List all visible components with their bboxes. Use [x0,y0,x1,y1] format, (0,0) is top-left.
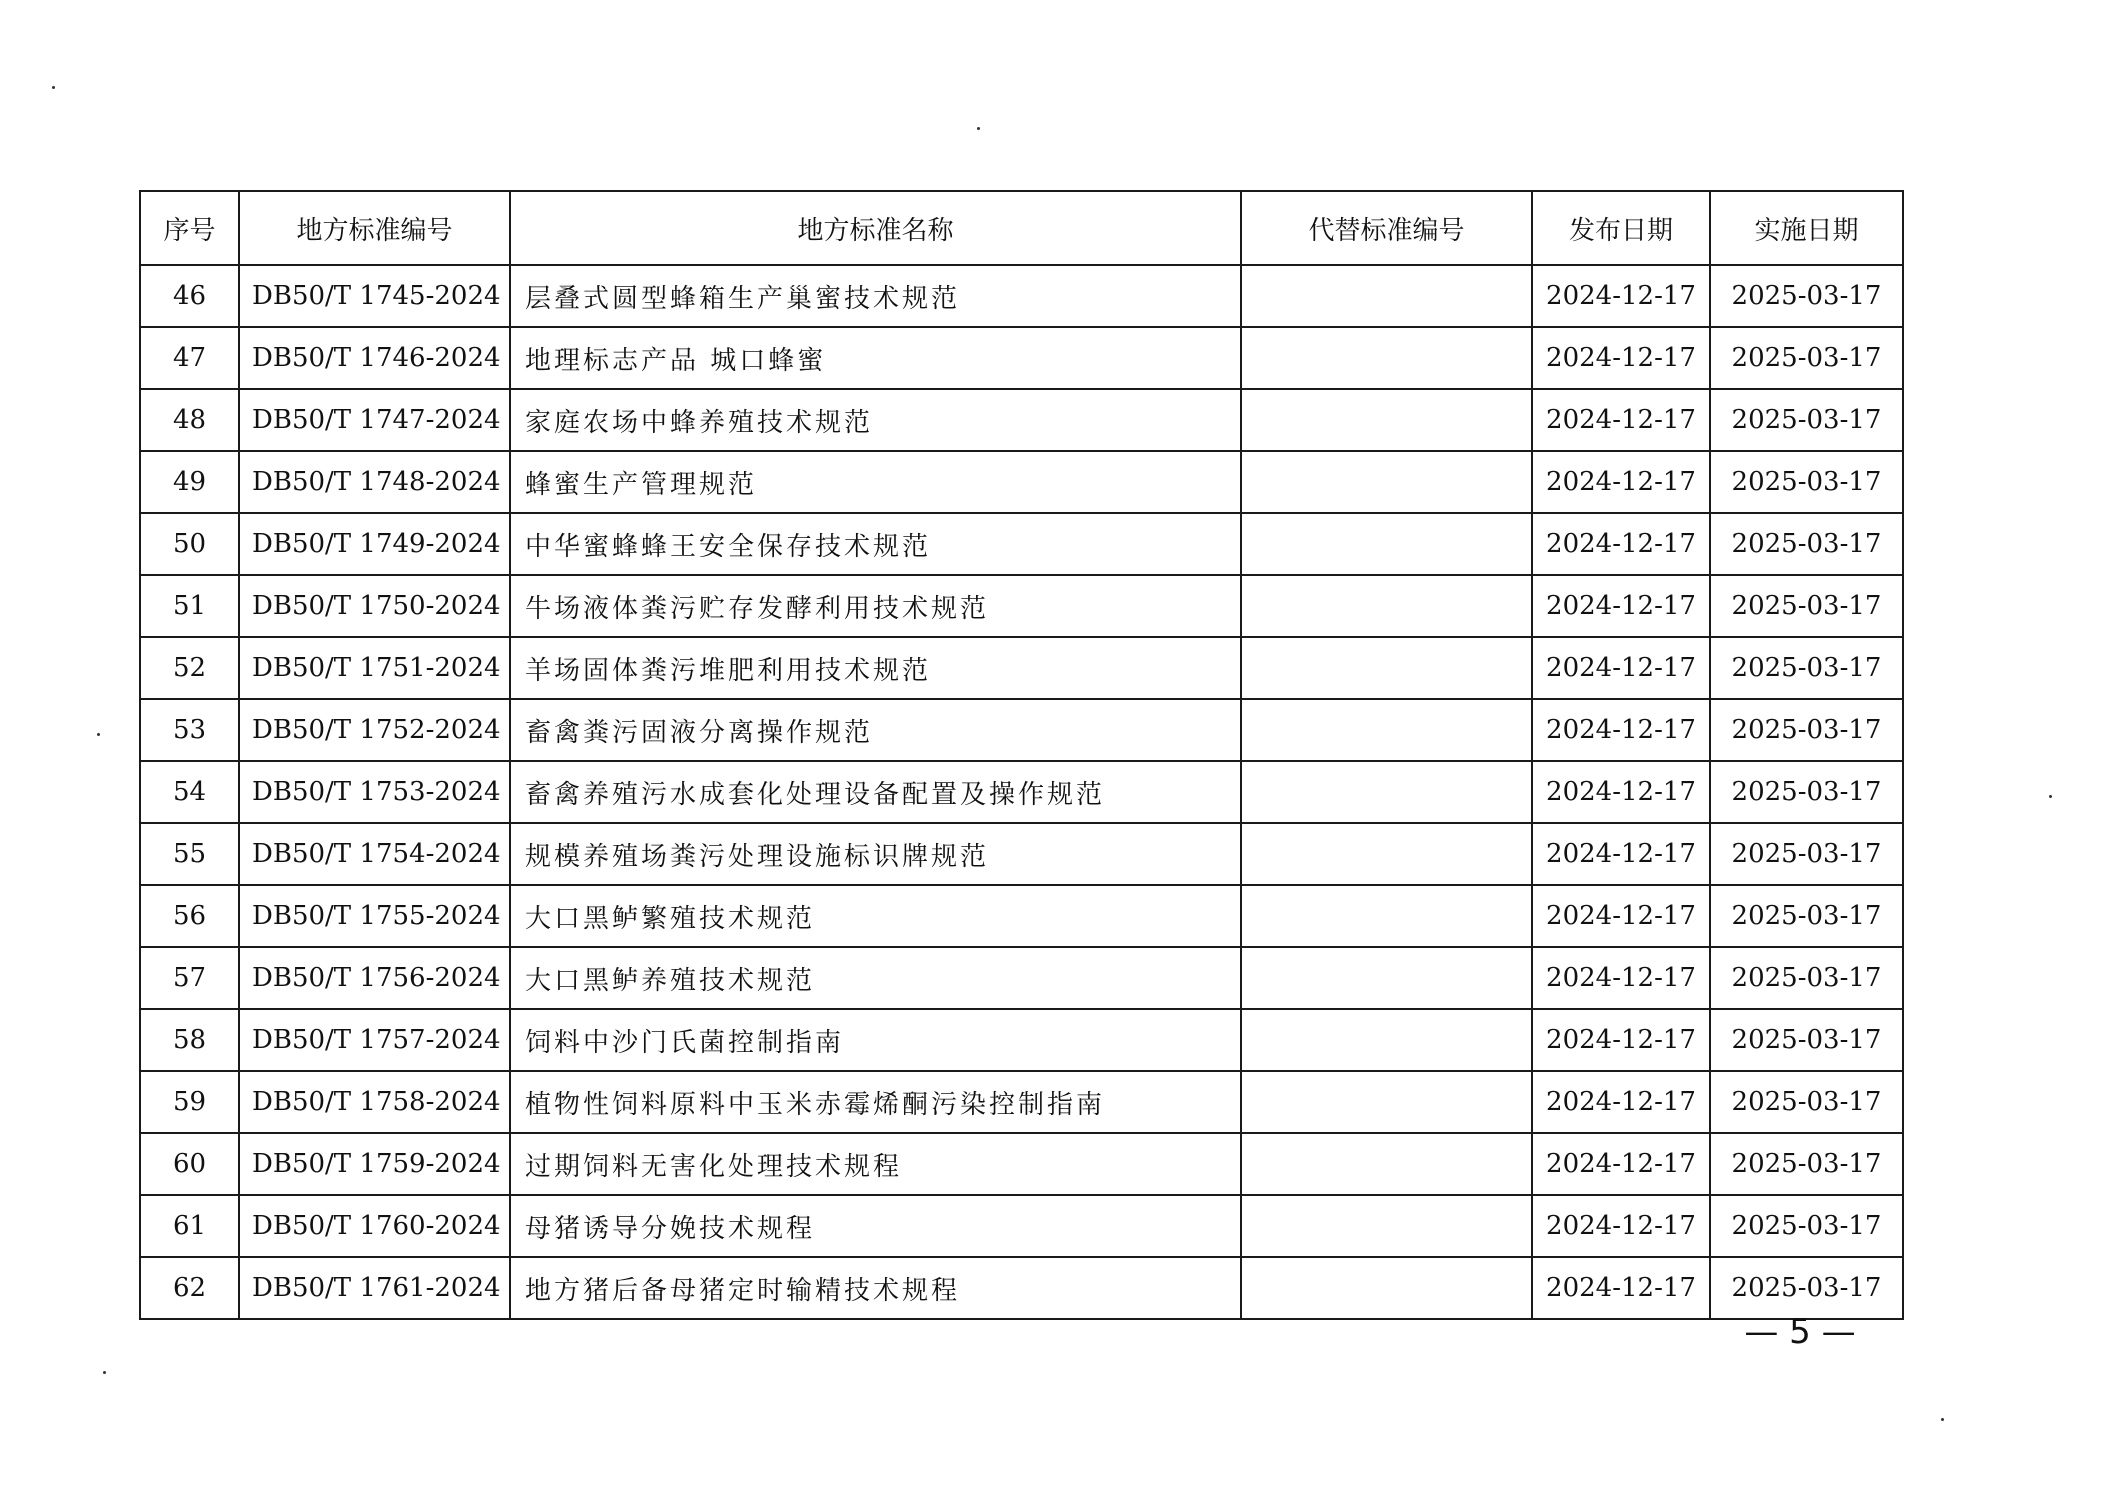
cell-standard-name: 家庭农场中蜂养殖技术规范 [510,389,1241,451]
cell-serial-number: 57 [140,947,239,1009]
table-row [140,947,1903,1009]
cell-standard-code: DB50/T 1761-2024 [239,1257,510,1319]
cell-replaced-code [1241,761,1532,823]
cell-serial-number: 48 [140,389,239,451]
cell-replaced-code [1241,1133,1532,1195]
cell-standard-code: DB50/T 1758-2024 [239,1071,510,1133]
cell-replaced-code [1241,389,1532,451]
cell-effective-date: 2025-03-17 [1710,1257,1903,1319]
cell-standard-name: 畜禽粪污固液分离操作规范 [510,699,1241,761]
cell-effective-date: 2025-03-17 [1710,1133,1903,1195]
scan-speck [103,1371,106,1374]
cell-replaced-code [1241,513,1532,575]
cell-replaced-code [1241,327,1532,389]
cell-standard-code: DB50/T 1745-2024 [239,265,510,327]
header-serial-number: 序号 [140,191,239,265]
cell-publish-date: 2024-12-17 [1532,575,1710,637]
cell-publish-date: 2024-12-17 [1532,699,1710,761]
cell-effective-date: 2025-03-17 [1710,637,1903,699]
table-row [140,575,1903,637]
table-row [140,451,1903,513]
cell-standard-code: DB50/T 1757-2024 [239,1009,510,1071]
cell-effective-date: 2025-03-17 [1710,1009,1903,1071]
cell-serial-number: 55 [140,823,239,885]
cell-effective-date: 2025-03-17 [1710,575,1903,637]
cell-serial-number: 49 [140,451,239,513]
cell-standard-name: 过期饲料无害化处理技术规程 [510,1133,1241,1195]
cell-replaced-code [1241,1195,1532,1257]
cell-effective-date: 2025-03-17 [1710,1195,1903,1257]
cell-standard-name: 规模养殖场粪污处理设施标识牌规范 [510,823,1241,885]
cell-effective-date: 2025-03-17 [1710,761,1903,823]
cell-serial-number: 47 [140,327,239,389]
scan-speck [977,127,980,130]
cell-effective-date: 2025-03-17 [1710,451,1903,513]
table-row [140,885,1903,947]
cell-standard-name: 地理标志产品 城口蜂蜜 [510,327,1241,389]
table-row [140,1009,1903,1071]
cell-standard-code: DB50/T 1760-2024 [239,1195,510,1257]
cell-replaced-code [1241,637,1532,699]
cell-replaced-code [1241,265,1532,327]
cell-effective-date: 2025-03-17 [1710,1071,1903,1133]
cell-effective-date: 2025-03-17 [1710,699,1903,761]
cell-serial-number: 59 [140,1071,239,1133]
table-row [140,389,1903,451]
cell-serial-number: 54 [140,761,239,823]
cell-replaced-code [1241,1009,1532,1071]
cell-publish-date: 2024-12-17 [1532,389,1710,451]
cell-publish-date: 2024-12-17 [1532,637,1710,699]
cell-serial-number: 51 [140,575,239,637]
cell-publish-date: 2024-12-17 [1532,1071,1710,1133]
cell-standard-code: DB50/T 1750-2024 [239,575,510,637]
cell-publish-date: 2024-12-17 [1532,885,1710,947]
cell-publish-date: 2024-12-17 [1532,265,1710,327]
table-row [140,1071,1903,1133]
cell-standard-name: 饲料中沙门氏菌控制指南 [510,1009,1241,1071]
table-row [140,1133,1903,1195]
cell-serial-number: 53 [140,699,239,761]
cell-standard-name: 植物性饲料原料中玉米赤霉烯酮污染控制指南 [510,1071,1241,1133]
cell-publish-date: 2024-12-17 [1532,327,1710,389]
cell-serial-number: 50 [140,513,239,575]
table-row [140,327,1903,389]
cell-publish-date: 2024-12-17 [1532,1009,1710,1071]
cell-standard-name: 地方猪后备母猪定时输精技术规程 [510,1257,1241,1319]
cell-standard-code: DB50/T 1753-2024 [239,761,510,823]
cell-publish-date: 2024-12-17 [1532,1257,1710,1319]
cell-replaced-code [1241,1071,1532,1133]
cell-standard-code: DB50/T 1752-2024 [239,699,510,761]
scan-speck [1941,1418,1944,1421]
cell-standard-code: DB50/T 1748-2024 [239,451,510,513]
table-row [140,699,1903,761]
cell-effective-date: 2025-03-17 [1710,389,1903,451]
standards-table [139,190,1904,1320]
table-row [140,265,1903,327]
cell-replaced-code [1241,451,1532,513]
cell-serial-number: 56 [140,885,239,947]
table-row [140,1257,1903,1319]
header-standard-name: 地方标准名称 [510,191,1241,265]
cell-standard-name: 母猪诱导分娩技术规程 [510,1195,1241,1257]
cell-standard-name: 大口黑鲈养殖技术规范 [510,947,1241,1009]
cell-publish-date: 2024-12-17 [1532,1195,1710,1257]
cell-publish-date: 2024-12-17 [1532,947,1710,1009]
cell-replaced-code [1241,575,1532,637]
cell-effective-date: 2025-03-17 [1710,885,1903,947]
cell-publish-date: 2024-12-17 [1532,823,1710,885]
cell-effective-date: 2025-03-17 [1710,265,1903,327]
cell-standard-code: DB50/T 1749-2024 [239,513,510,575]
table-body [140,265,1903,1319]
cell-serial-number: 46 [140,265,239,327]
cell-replaced-code [1241,947,1532,1009]
cell-serial-number: 52 [140,637,239,699]
cell-standard-code: DB50/T 1746-2024 [239,327,510,389]
header-standard-code: 地方标准编号 [239,191,510,265]
cell-effective-date: 2025-03-17 [1710,947,1903,1009]
cell-standard-name: 牛场液体粪污贮存发酵利用技术规范 [510,575,1241,637]
cell-standard-code: DB50/T 1755-2024 [239,885,510,947]
cell-serial-number: 61 [140,1195,239,1257]
cell-standard-code: DB50/T 1751-2024 [239,637,510,699]
table-row [140,513,1903,575]
cell-publish-date: 2024-12-17 [1532,1133,1710,1195]
cell-replaced-code [1241,823,1532,885]
cell-replaced-code [1241,699,1532,761]
cell-standard-name: 中华蜜蜂蜂王安全保存技术规范 [510,513,1241,575]
table-row [140,823,1903,885]
cell-publish-date: 2024-12-17 [1532,513,1710,575]
cell-standard-name: 层叠式圆型蜂箱生产巢蜜技术规范 [510,265,1241,327]
table-row [140,761,1903,823]
cell-serial-number: 60 [140,1133,239,1195]
scan-speck [2049,795,2052,798]
table-row [140,637,1903,699]
cell-replaced-code [1241,885,1532,947]
header-effective-date: 实施日期 [1710,191,1903,265]
cell-standard-code: DB50/T 1759-2024 [239,1133,510,1195]
table-row [140,1195,1903,1257]
cell-standard-code: DB50/T 1756-2024 [239,947,510,1009]
cell-serial-number: 58 [140,1009,239,1071]
cell-replaced-code [1241,1257,1532,1319]
cell-standard-name: 大口黑鲈繁殖技术规范 [510,885,1241,947]
scan-speck [97,733,100,736]
cell-effective-date: 2025-03-17 [1710,327,1903,389]
cell-effective-date: 2025-03-17 [1710,513,1903,575]
cell-standard-code: DB50/T 1747-2024 [239,389,510,451]
header-publish-date: 发布日期 [1532,191,1710,265]
cell-standard-code: DB50/T 1754-2024 [239,823,510,885]
cell-publish-date: 2024-12-17 [1532,451,1710,513]
cell-serial-number: 62 [140,1257,239,1319]
cell-standard-name: 蜂蜜生产管理规范 [510,451,1241,513]
table-header-row [140,191,1903,265]
cell-standard-name: 畜禽养殖污水成套化处理设备配置及操作规范 [510,761,1241,823]
cell-standard-name: 羊场固体粪污堆肥利用技术规范 [510,637,1241,699]
cell-publish-date: 2024-12-17 [1532,761,1710,823]
cell-effective-date: 2025-03-17 [1710,823,1903,885]
page-number: — 5 — [1744,1312,1856,1352]
header-replaced-code: 代替标准编号 [1241,191,1532,265]
scan-speck [52,86,55,89]
